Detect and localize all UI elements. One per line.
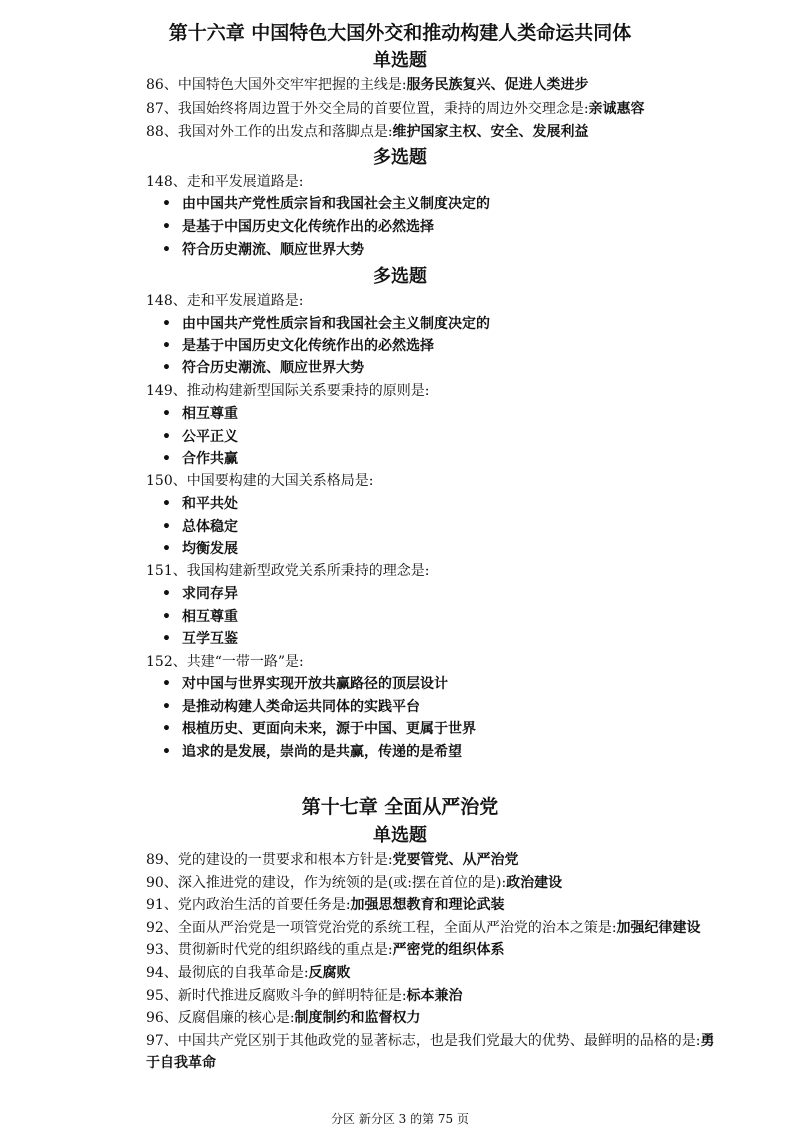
option: • 对中国与世界实现开放共赢路径的顶层设计 (162, 673, 448, 693)
option: • 相互尊重 (162, 403, 238, 423)
question-91: 91、党内政治生活的首要任务是:加强思想教育和理论武装 (146, 897, 505, 913)
chapter-16-title: 第十六章 中国特色大国外交和推动构建人类命运共同体 (168, 22, 632, 44)
question-89: 89、党的建设的一贯要求和根本方针是:党要管党、从严治党 (146, 852, 519, 868)
question-148: 148、走和平发展道路是: (146, 174, 304, 190)
question-92: 92、全面从严治党是一项管党治党的系统工程，全面从严治党的治本之策是:加强纪律建设 (146, 920, 701, 936)
option: • 求同存异 (162, 583, 238, 603)
option: • 相互尊重 (162, 606, 238, 626)
question-152: 152、共建“一带一路”是: (146, 654, 304, 670)
question-150: 150、中国要构建的大国关系格局是: (146, 473, 374, 489)
single-choice-heading: 单选题 (373, 825, 427, 846)
option: • 是推动构建人类命运共同体的实践平台 (162, 696, 420, 716)
question-88: 88、我国对外工作的出发点和落脚点是:维护国家主权、安全、发展利益 (146, 124, 589, 140)
option: • 总体稳定 (162, 516, 238, 536)
question-96: 96、反腐倡廉的核心是:制度制约和监督权力 (146, 1010, 421, 1026)
question-149: 149、推动构建新型国际关系要秉持的原则是: (146, 383, 430, 399)
question-90: 90、深入推进党的建设，作为统领的是(或:摆在首位的是):政治建设 (146, 875, 563, 891)
option: • 由中国共产党性质宗旨和我国社会主义制度决定的 (162, 313, 490, 333)
option: • 均衡发展 (162, 538, 238, 558)
question-97: 97、中国共产党区别于其他政党的显著标志，也是我们党最大的优势、最鲜明的品格的是:勇 (146, 1033, 715, 1049)
option: • 符合历史潮流、顺应世界大势 (162, 239, 364, 259)
chapter-17-title: 第十七章 全面从严治党 (301, 796, 499, 818)
option: • 是基于中国历史文化传统作出的必然选择 (162, 216, 434, 236)
option: • 公平正义 (162, 426, 238, 446)
question-148: 148、走和平发展道路是: (146, 293, 304, 309)
question-94: 94、最彻底的自我革命是:反腐败 (146, 965, 351, 981)
question-93: 93、贯彻新时代党的组织路线的重点是:严密党的组织体系 (146, 942, 505, 958)
page-footer: 分区 新分区 3 的第 75 页 (331, 1112, 469, 1126)
option: • 根植历史、更面向未来，源于中国、更属于世界 (162, 718, 476, 738)
question-95: 95、新时代推进反腐败斗争的鲜明特征是:标本兼治 (146, 988, 463, 1004)
option: • 由中国共产党性质宗旨和我国社会主义制度决定的 (162, 193, 490, 213)
question-87: 87、我国始终将周边置于外交全局的首要位置，秉持的周边外交理念是:亲诚惠容 (146, 101, 645, 117)
question-86: 86、中国特色大国外交牢牢把握的主线是:服务民族复兴、促进人类进步 (146, 77, 589, 93)
option: • 合作共赢 (162, 448, 238, 468)
question-97-answer-continued: 于自我革命 (146, 1055, 216, 1071)
option: • 和平共处 (162, 493, 238, 513)
multi-choice-heading: 多选题 (373, 266, 427, 287)
option: • 互学互鉴 (162, 628, 238, 648)
option: • 是基于中国历史文化传统作出的必然选择 (162, 335, 434, 355)
option: • 符合历史潮流、顺应世界大势 (162, 357, 364, 377)
multi-choice-heading: 多选题 (373, 147, 427, 168)
question-151: 151、我国构建新型政党关系所秉持的理念是: (146, 563, 430, 579)
option: • 追求的是发展，崇尚的是共赢，传递的是希望 (162, 741, 462, 761)
single-choice-heading: 单选题 (373, 50, 427, 71)
